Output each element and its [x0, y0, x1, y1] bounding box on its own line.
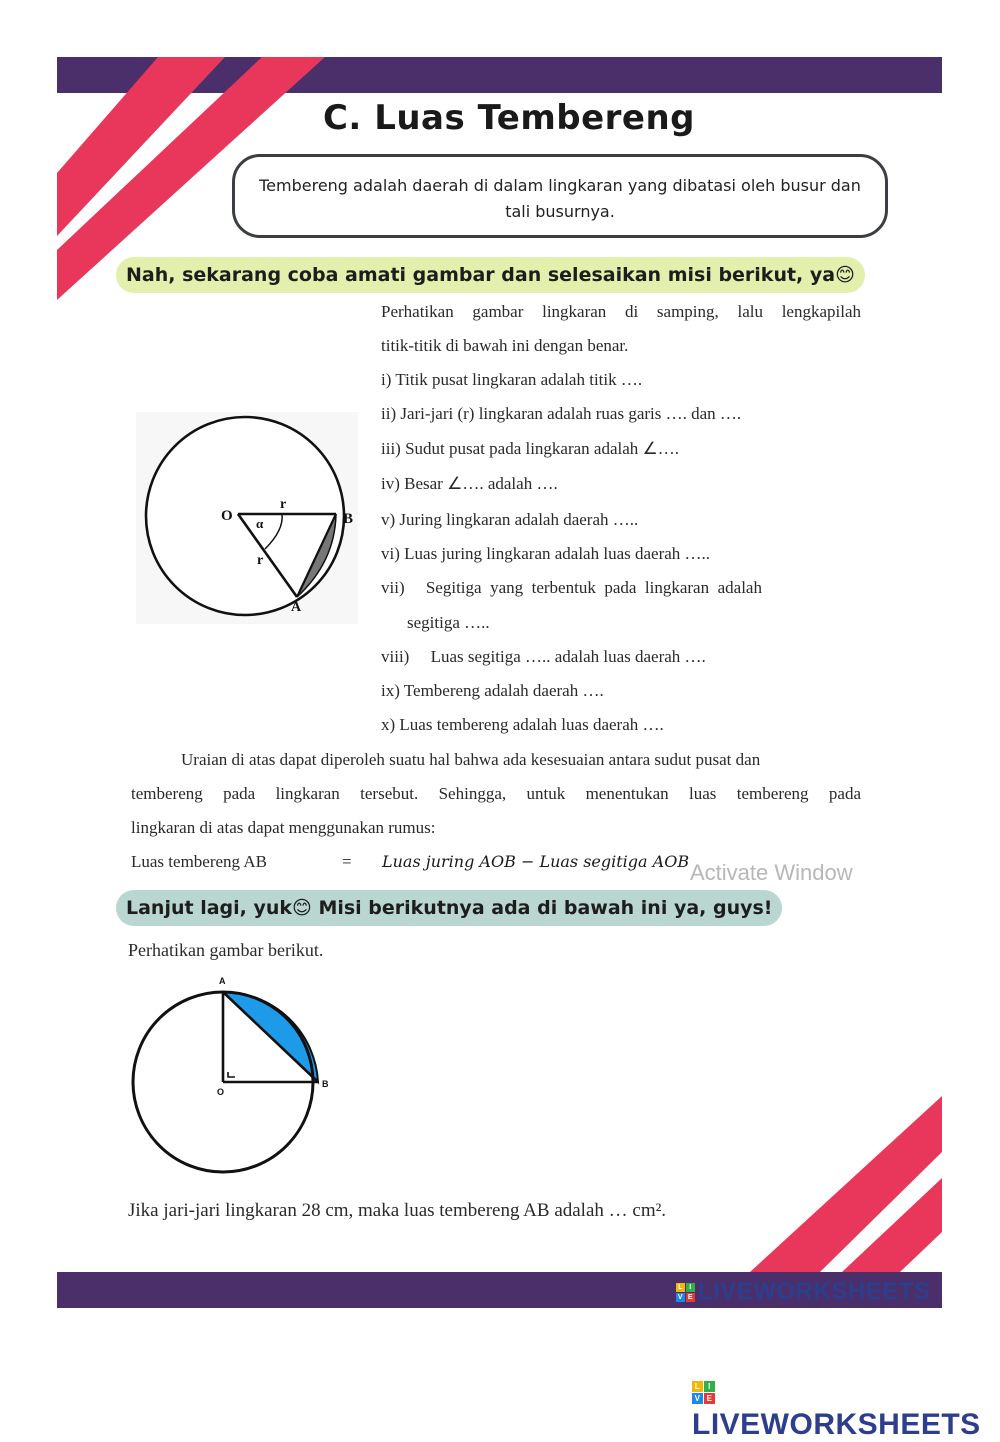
- list-item-5: v) Juring lingkaran adalah daerah …..: [381, 510, 639, 529]
- list-item-9: ix) Tembereng adalah daerah ….: [381, 681, 604, 700]
- question-text: Jika jari-jari lingkaran 28 cm, maka luas tembereng AB adalah … cm².: [128, 1200, 667, 1221]
- bottom-logo[interactable]: [692, 1374, 1000, 1442]
- definition-box: [232, 154, 888, 238]
- definition-text: Tembereng adalah daerah di dalam lingkaran yang dibatasi oleh busur dan tali busurnya.: [259, 176, 861, 221]
- label-o-2: O: [217, 1087, 225, 1097]
- logo-grid-icon-bottom: L I V E: [692, 1381, 715, 1404]
- list-item-4: iv) Besar ∠…. adalah ….: [381, 474, 558, 493]
- bottom-logo-text: LIVEWORKSHEETS: [692, 1408, 981, 1441]
- logo-grid-icon: L I V E: [677, 1284, 694, 1302]
- paragraph-line-1: Uraian di atas dapat diperoleh suatu hal bahwa ada kesesuaian antara sudut pusat dan: [181, 750, 761, 769]
- circle-figure-2: [122, 975, 337, 1185]
- footer-logo: [676, 1278, 930, 1306]
- intro-line-2: titik-titik di bawah ini dengan benar.: [381, 336, 629, 355]
- activation-watermark: Activate Window: [690, 860, 853, 885]
- label-o: O: [221, 508, 233, 524]
- label-r-top: r: [280, 497, 287, 512]
- right-angle-mark: [228, 1072, 235, 1077]
- list-item-6: vi) Luas juring lingkaran adalah luas daerah …..: [381, 544, 711, 563]
- list-item-1: i) Titik pusat lingkaran adalah titik ….: [381, 370, 643, 389]
- paragraph-line-2: tembereng pada lingkaran tersebut. Sehingga, untuk menentukan luas tembereng pada: [131, 784, 861, 803]
- footer-logo-text: LIVEWORKSHEETS: [698, 1278, 931, 1305]
- label-b: B: [343, 511, 354, 527]
- label-b-2: B: [322, 1079, 329, 1089]
- list-item-10: x) Luas tembereng adalah luas daerah ….: [381, 715, 664, 734]
- paragraph-line-3: lingkaran di atas dapat menggunakan rumus:: [131, 818, 436, 837]
- intro-line-1: Perhatikan gambar lingkaran di samping, lalu lengkapilah: [381, 302, 861, 321]
- mission-banner-1: Nah, sekarang coba amati gambar dan selesaikan misi berikut, ya😊: [116, 257, 865, 293]
- circle-outline-1: [146, 417, 344, 615]
- mission-banner-2: Lanjut lagi, yuk😊 Misi berikutnya ada di bawah ini ya, guys!: [116, 890, 782, 926]
- section2-intro: Perhatikan gambar berikut.: [128, 940, 324, 960]
- list-item-8: viii) Luas segitiga ….. adalah luas daerah ….: [381, 647, 706, 666]
- formula-rhs: Luas juring AOB − Luas segitiga AOB: [382, 852, 690, 871]
- list-item-3: iii) Sudut pusat pada lingkaran adalah ∠….: [381, 439, 680, 458]
- label-a-2: A: [219, 976, 226, 986]
- formula-lhs: Luas tembereng AB: [131, 852, 267, 871]
- list-item-2: ii) Jari-jari (r) lingkaran adalah ruas garis …. dan ….: [381, 404, 742, 423]
- label-alpha: α: [256, 516, 264, 531]
- label-r-side: r: [257, 553, 264, 568]
- circle-figure-1: [136, 412, 358, 624]
- list-item-7: vii) Segitiga yang terbentuk pada lingkaran adalah: [381, 578, 762, 597]
- label-a: A: [291, 600, 302, 615]
- page-title: C. Luas Tembereng: [322, 98, 696, 138]
- formula-equals: =: [342, 852, 352, 871]
- list-item-7-cont: segitiga …..: [407, 613, 490, 632]
